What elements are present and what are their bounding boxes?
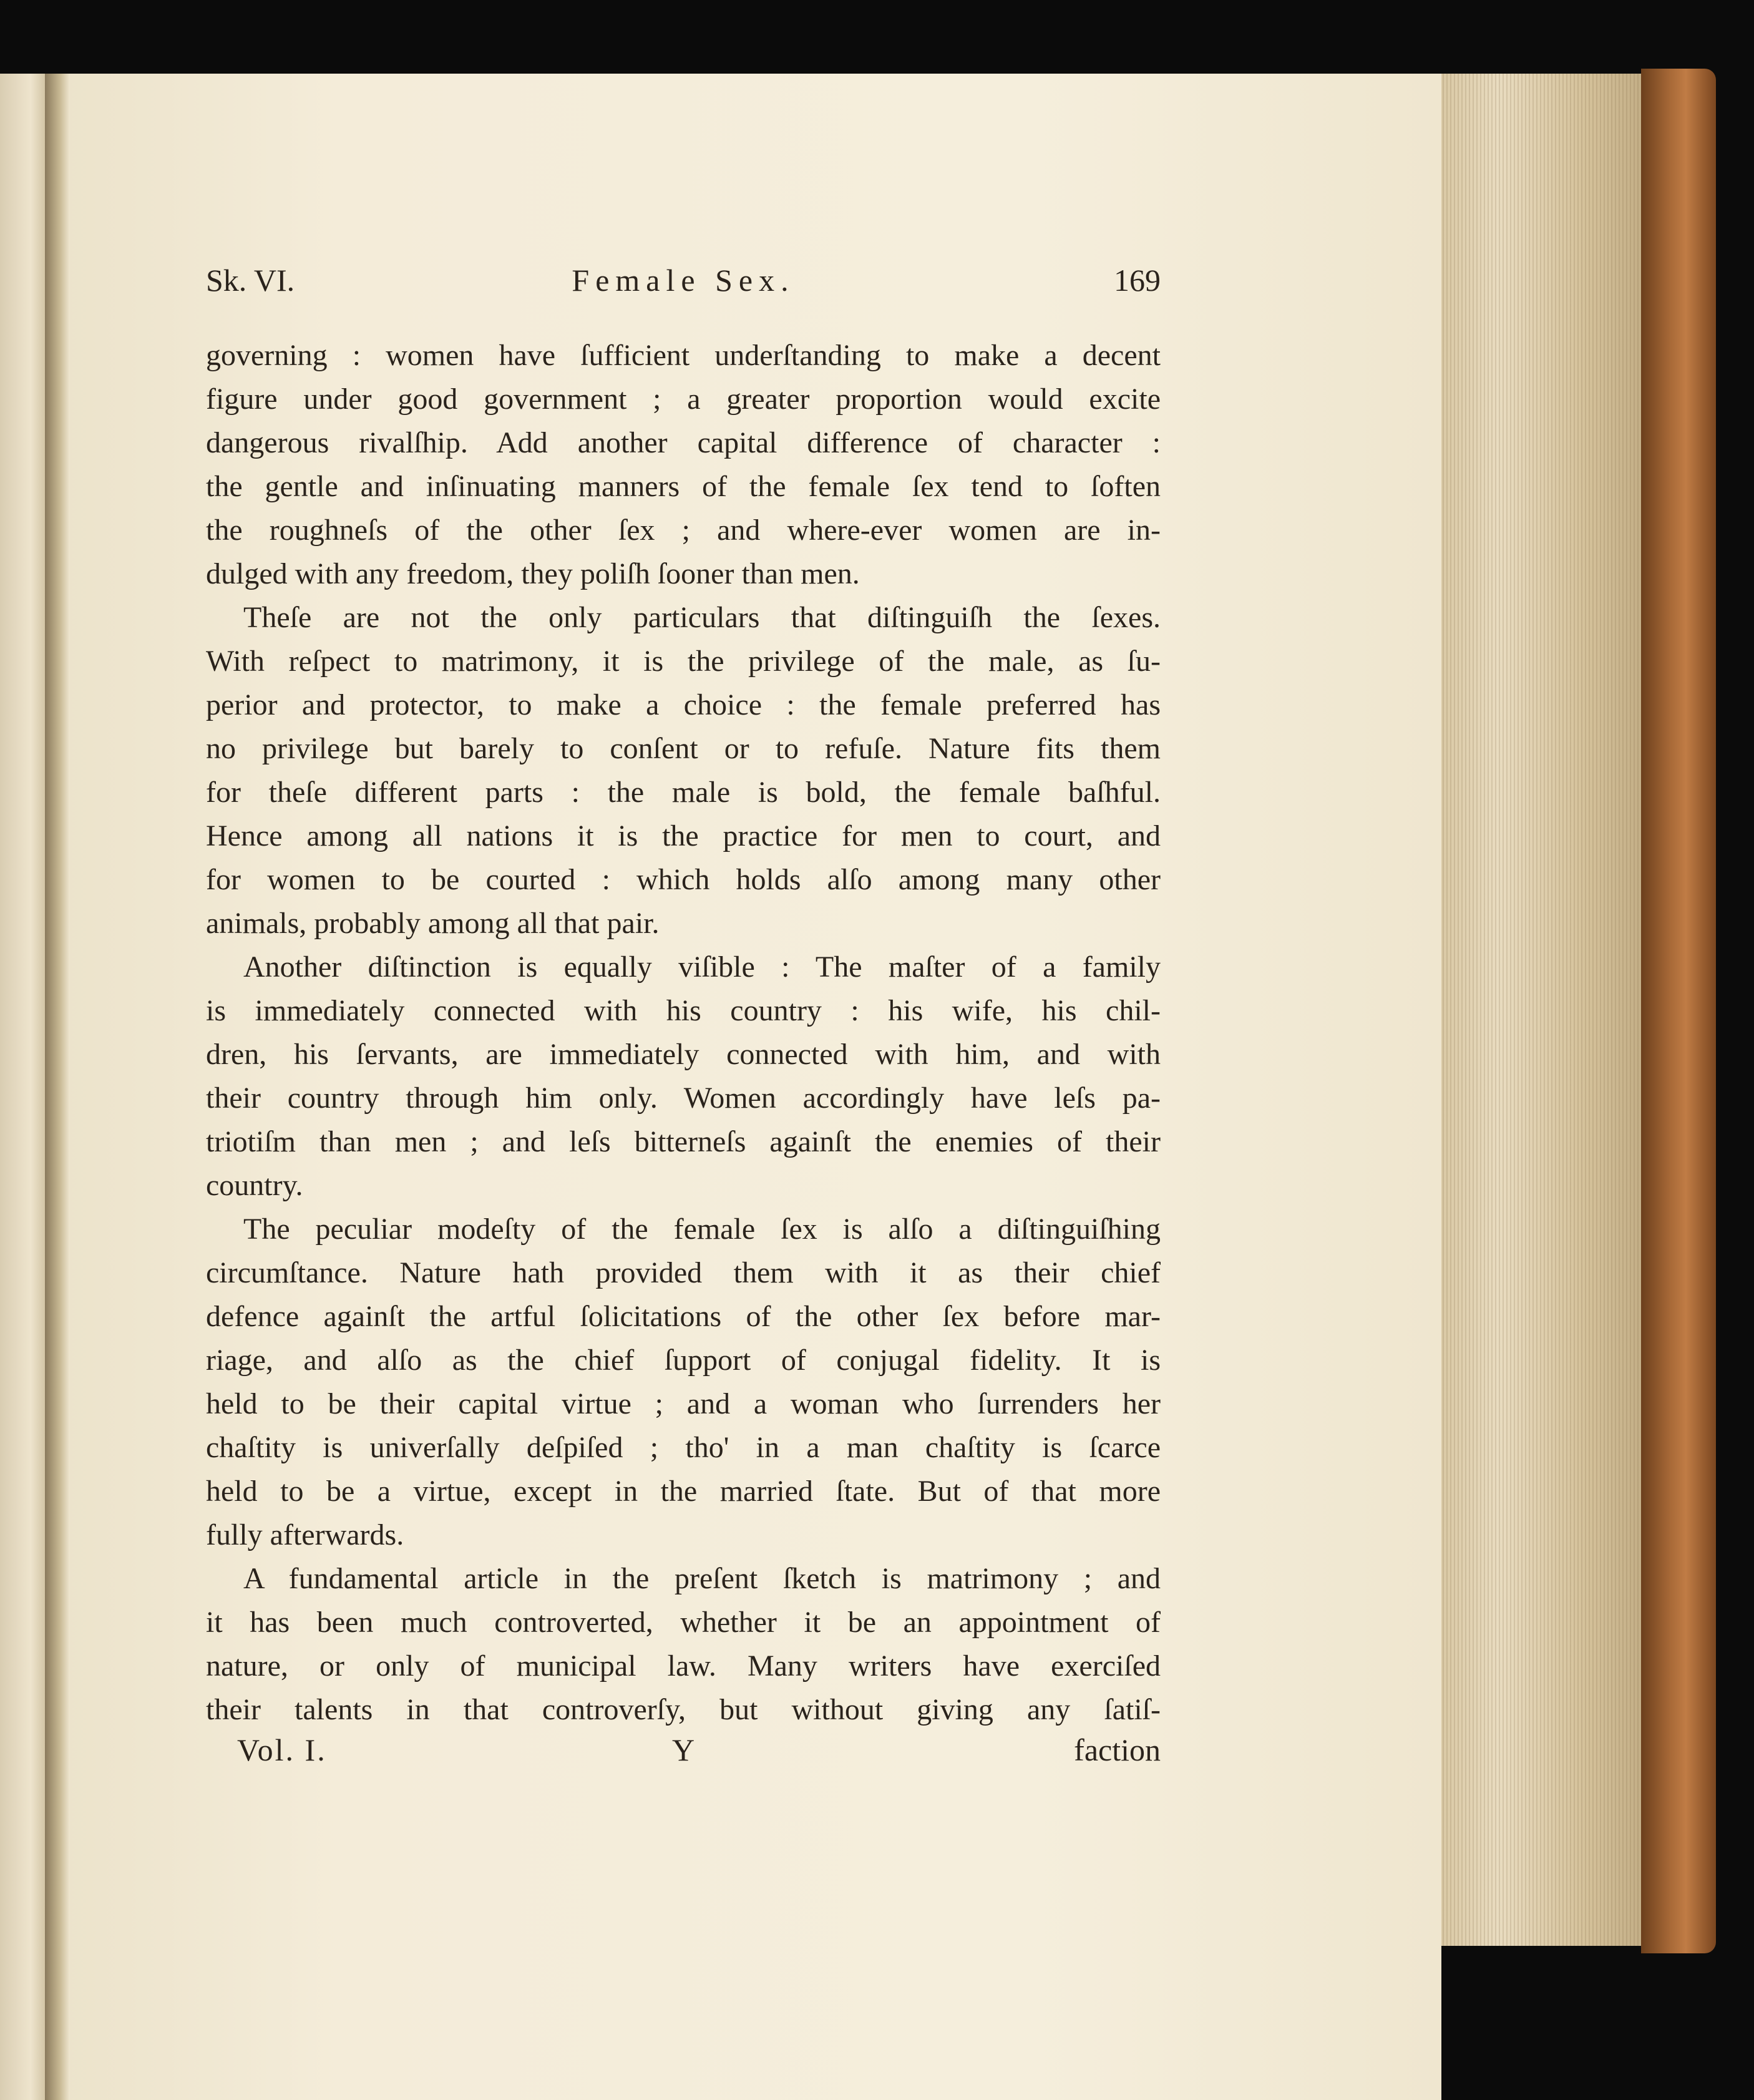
leather-cover	[1641, 69, 1716, 1953]
text-line: it has been much controverted, whether it be an appointment of	[206, 1606, 1161, 1639]
text-line: figure under good government ; a greater proportion would excite	[206, 383, 1161, 416]
text-line: perior and protector, to make a choice : the female preferred has	[206, 688, 1161, 721]
catchword: faction	[1074, 1732, 1161, 1767]
text-line: Theſe are not the only particulars that diſtinguiſh the ſexes.	[243, 601, 1161, 634]
text-line: dren, his ſervants, are immediately connected with him, and with	[206, 1038, 1161, 1071]
text-line: A fundamental article in the preſent ſketch is matrimony ; and	[243, 1562, 1161, 1595]
text-line: defence againſt the artful ſolicitations of the other ſex before mar-	[206, 1300, 1161, 1333]
text-line: riage, and alſo as the chief ſupport of conjugal fidelity. It is	[206, 1344, 1161, 1377]
text-line: country.	[206, 1169, 303, 1202]
text-line: their talents in that controverſy, but without giving any ſatiſ-	[206, 1693, 1161, 1726]
page-gutter	[45, 74, 70, 2100]
page-number: 169	[1114, 263, 1161, 298]
running-head	[206, 262, 1161, 312]
text-line: the roughneſs of the other ſex ; and where-ever women are in-	[206, 514, 1161, 547]
text-line: fully afterwards.	[206, 1518, 404, 1551]
body-text	[206, 334, 1161, 1732]
running-title: Female Sex.	[572, 263, 795, 298]
text-line: nature, or only of municipal law. Many writers have exerciſed	[206, 1649, 1161, 1682]
text-line: the gentle and inſinuating manners of the female ſex tend to ſoften	[206, 470, 1161, 503]
text-line: The peculiar modeſty of the female ſex is alſo a diſtinguiſhing	[243, 1213, 1161, 1246]
volume-label: Vol. I.	[237, 1732, 327, 1767]
text-line: animals, probably among all that pair.	[206, 907, 660, 940]
text-line: triotiſm than men ; and leſs bitterneſs againſt the enemies of their	[206, 1125, 1161, 1158]
text-line: for women to be courted : which holds alſo among many other	[206, 863, 1161, 896]
section-label: Sk. VI.	[206, 263, 295, 298]
text-line: no privilege but barely to conſent or to refuſe. Nature fits them	[206, 732, 1161, 765]
signature-mark: Y	[671, 1732, 695, 1767]
text-line: held to be their capital virtue ; and a woman who ſurrenders her	[206, 1387, 1161, 1420]
text-line: is immediately connected with his country : his wife, his chil-	[206, 994, 1161, 1027]
text-line: dulged with any freedom, they poliſh ſooner than men.	[206, 557, 860, 590]
text-line: governing : women have ſufficient underſtanding to make a decent	[206, 339, 1161, 372]
text-line: Another diſtinction is equally viſible : The maſter of a family	[243, 950, 1161, 984]
fore-edge-page-stack	[1435, 74, 1647, 1946]
text-line: chaſtity is univerſally deſpiſed ; tho' in a man chaſtity is ſcarce	[206, 1431, 1161, 1464]
page-footer	[206, 1732, 1161, 1782]
text-line: held to be a virtue, except in the married ſtate. But of that more	[206, 1475, 1161, 1508]
text-line: their country through him only. Women accordingly have leſs pa-	[206, 1082, 1161, 1115]
facing-page-edge	[0, 74, 51, 2100]
text-line: for theſe different parts : the male is bold, the female baſhful.	[206, 776, 1161, 809]
text-line: dangerous rivalſhip. Add another capital difference of character :	[206, 426, 1161, 459]
text-line: With reſpect to matrimony, it is the privilege of the male, as ſu-	[206, 645, 1161, 678]
text-line: Hence among all nations it is the practice for men to court, and	[206, 819, 1161, 852]
text-line: circumſtance. Nature hath provided them with it as their chief	[206, 1256, 1161, 1289]
